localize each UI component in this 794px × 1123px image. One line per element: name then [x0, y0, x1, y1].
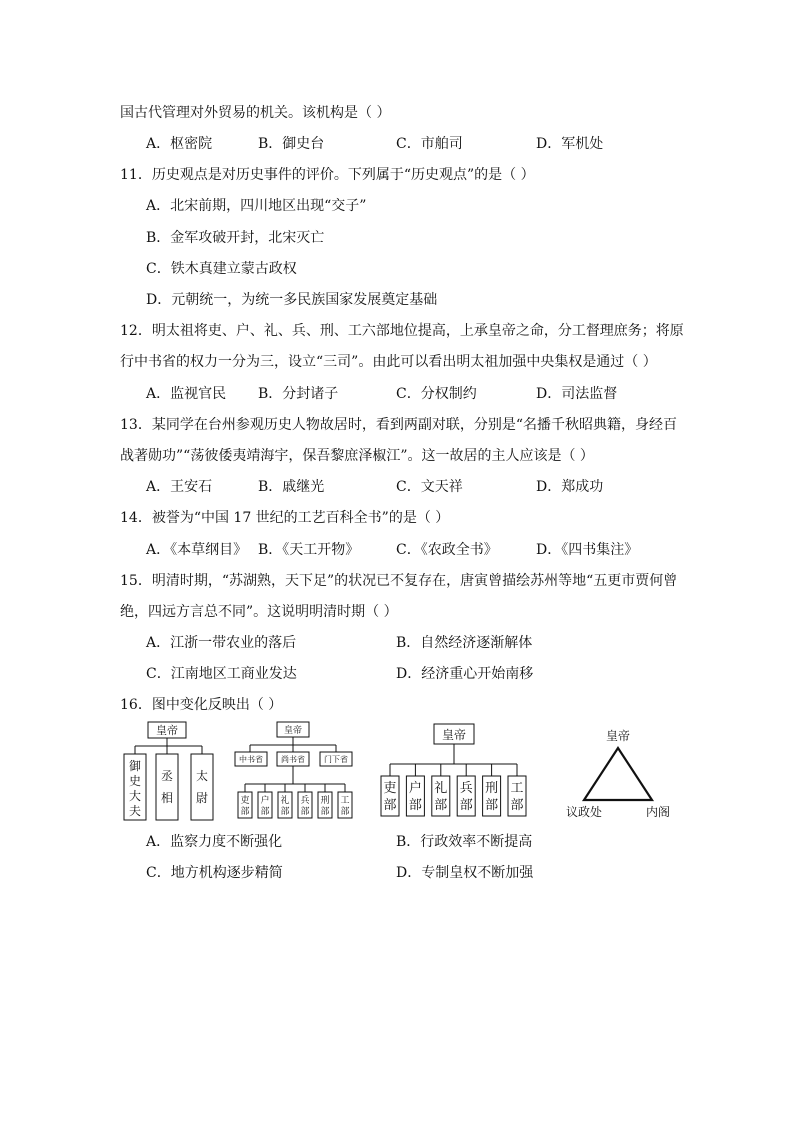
qing-neige-label: 内阁: [645, 805, 671, 819]
q10-option-a: A．枢密院: [146, 136, 213, 152]
ming-ministry-label: 兵部: [459, 781, 473, 813]
q13-option-b: B．戚继光: [258, 479, 325, 495]
qin-emperor-label: 皇帝: [156, 724, 178, 737]
question-14-text: 14．被誉为“中国 17 世纪的工艺百科全书”的是（ ）: [120, 510, 450, 526]
qing-structure-diagram: [560, 724, 690, 819]
q12-option-d: D．司法监督: [536, 386, 618, 402]
tang-ministry-label: 兵部: [300, 796, 310, 817]
q10-option-b: B．御史台: [258, 136, 325, 152]
qin-structure-diagram: [118, 720, 218, 822]
q14-option-d: D．《四书集注》: [536, 542, 639, 558]
question-15-text-1: 15．明清时期，“苏湖熟，天下足”的状况已不复存在，唐寅曾描绘苏州等地“五更市贾何曾: [120, 573, 678, 589]
question-13-text-2: 战著勋功”“荡彼倭夷靖海宇，保吾黎庶泽椒江”。这一故居的主人应该是（ ）: [120, 448, 594, 464]
q13-option-d: D．郑成功: [536, 479, 604, 495]
tang-emperor-label: 皇帝: [283, 726, 303, 736]
qin-office-label: 丞相: [160, 769, 174, 805]
question-16-text: 16．图中变化反映出（ ）: [120, 697, 283, 713]
qing-emperor-label: 皇帝: [605, 729, 631, 743]
tang-department-label: 门下省: [324, 755, 348, 764]
qin-office-label: 御史大夫: [128, 759, 142, 818]
qin-office-label: 太尉: [195, 769, 209, 805]
question-13-text-1: 13．某同学在台州参观历史人物故居时，看到两副对联，分别是“名播千秋昭典籍，身经百: [120, 417, 677, 433]
q14-option-a: A．《本草纲目》: [146, 542, 248, 558]
q16-option-b: B．行政效率不断提高: [396, 834, 533, 850]
tang-department-label: 尚书省: [281, 755, 305, 764]
q11-option-d: D．元朝统一，为统一多民族国家发展奠定基础: [146, 292, 438, 308]
q14-option-b: B．《天工开物》: [258, 542, 360, 558]
q12-option-b: B．分封诸子: [258, 386, 339, 402]
q16-option-d: D．专制皇权不断加强: [396, 865, 534, 881]
question-15-text-2: 绝，四远方言总不同”。这说明明清时期（ ）: [120, 604, 398, 620]
ming-ministry-label: 工部: [510, 781, 524, 813]
ming-ministry-label: 礼部: [434, 781, 448, 813]
q15-option-a: A．江浙一带农业的落后: [146, 635, 297, 651]
q13-option-c: C．文天祥: [396, 479, 463, 495]
q14-option-c: C．《农政全书》: [396, 542, 498, 558]
qing-yizhengchu-label: 议政处: [565, 805, 603, 819]
q15-option-b: B．自然经济逐渐解体: [396, 635, 533, 651]
question-11-text: 11．历史观点是对历史事件的评价。下列属于“历史观点”的是（ ）: [120, 167, 535, 183]
ming-ministry-label: 刑部: [485, 781, 499, 813]
tang-ministry-label: 礼部: [280, 796, 290, 817]
question-10-text: 国古代管理对外贸易的机关。该机构是（ ）: [120, 105, 391, 121]
question-12-text-1: 12．明太祖将吏、户、礼、兵、刑、工六部地位提高，上承皇帝之命，分工督理庶务；将原: [120, 323, 684, 339]
ming-emperor-label: 皇帝: [441, 728, 467, 742]
q15-option-c: C．江南地区工商业发达: [146, 666, 297, 682]
question-12-text-2: 行中书省的权力一分为三，设立“三司”。由此可以看出明太祖加强中央集权是通过（ ）: [120, 354, 657, 370]
tang-ministry-label: 刑部: [320, 796, 330, 817]
q16-option-c: C．地方机构逐步精简: [146, 865, 283, 881]
q13-option-a: A．王安石: [146, 479, 213, 495]
q11-option-c: C．铁木真建立蒙古政权: [146, 261, 297, 277]
tang-ministry-label: 吏部: [240, 796, 250, 817]
q12-option-c: C．分权制约: [396, 386, 477, 402]
q10-option-d: D．军机处: [536, 136, 604, 152]
q11-option-b: B．金军攻破开封，北宋灭亡: [146, 230, 325, 246]
ming-ministry-label: 吏部: [383, 781, 397, 813]
ming-structure-diagram: [378, 720, 533, 820]
tang-ministry-label: 户部: [260, 796, 270, 817]
q11-option-a: A．北宋前期，四川地区出现“交子”: [146, 198, 367, 214]
tang-ministry-label: 工部: [340, 796, 350, 817]
ming-ministry-label: 户部: [408, 781, 422, 813]
tang-structure-diagram: [232, 720, 357, 822]
q10-option-c: C．市舶司: [396, 136, 463, 152]
q16-option-a: A．监察力度不断强化: [146, 834, 283, 850]
q12-option-a: A．监视官民: [146, 386, 227, 402]
q15-option-d: D．经济重心开始南移: [396, 666, 534, 682]
tang-department-label: 中书省: [239, 755, 263, 764]
